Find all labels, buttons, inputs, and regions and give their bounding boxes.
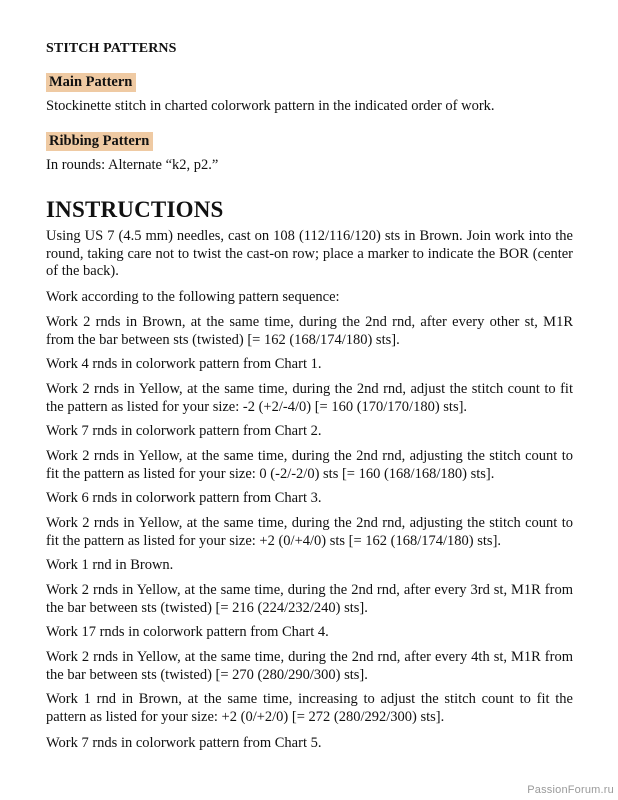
main-pattern-text: Stockinette stitch in charted colorwork pattern in the indicated order of work. [46,98,495,114]
instruction-paragraph: Work 1 rnd in Brown. [46,557,174,573]
ribbing-pattern-label: Ribbing Pattern [46,132,153,151]
instruction-paragraph: Work 6 rnds in colorwork pattern from Chart 3. [46,490,322,506]
site-watermark: PassionForum.ru [527,784,614,796]
instruction-paragraph: Work 17 rnds in colorwork pattern from Chart 4. [46,624,329,640]
instruction-paragraph: Work according to the following pattern sequence: [46,289,340,305]
instruction-paragraph: Work 2 rnds in Yellow, at the same time, during the 2nd rnd, after every 4th st, M1R from the bar between sts (twisted) [= 270 (280/290/300) sts]. [46,649,573,683]
instruction-paragraph: Work 2 rnds in Yellow, at the same time, during the 2nd rnd, after every 3rd st, M1R from the bar between sts (twisted) [= 216 (224/232/240) sts]. [46,582,573,616]
main-pattern-label: Main Pattern [46,73,136,92]
instruction-paragraph: Using US 7 (4.5 mm) needles, cast on 108 (112/116/120) sts in Brown. Join work into the round, taking care not to twist the cast-on row; place a marker to indicate the BOR (center of the back). [46,228,573,279]
instruction-paragraph: Work 7 rnds in colorwork pattern from Chart 5. [46,735,322,751]
instruction-paragraph: Work 7 rnds in colorwork pattern from Chart 2. [46,423,322,439]
instruction-paragraph: Work 2 rnds in Yellow, at the same time, during the 2nd rnd, adjust the stitch count to fit the pattern as listed for your size: -2 (+2/-4/0) [= 160 (170/170/180) sts]. [46,381,573,415]
instruction-paragraph: Work 1 rnd in Brown, at the same time, increasing to adjust the stitch count to fit the pattern as listed for your size: +2 (0/+2/0) [= 272 (280/292/300) sts]. [46,691,573,725]
instruction-paragraph: Work 2 rnds in Yellow, at the same time, during the 2nd rnd, adjusting the stitch count to fit the pattern as listed for your size: +2 (0/+4/0) sts [= 162 (168/174/180) sts]. [46,515,573,549]
instruction-paragraph: Work 2 rnds in Yellow, at the same time, during the 2nd rnd, adjusting the stitch count to fit the pattern as listed for your size: 0 (-2/-2/0) sts [= 160 (168/168/180) sts]. [46,448,573,482]
instruction-paragraph: Work 4 rnds in colorwork pattern from Chart 1. [46,356,322,372]
ribbing-pattern-text: In rounds: Alternate “k2, p2.” [46,157,219,173]
stitch-patterns-heading: STITCH PATTERNS [46,41,177,56]
instructions-heading: INSTRUCTIONS [46,197,224,222]
instruction-paragraph: Work 2 rnds in Brown, at the same time, during the 2nd rnd, after every other st, M1R from the bar between sts (twisted) [= 162 (168/174/180) sts]. [46,314,573,348]
